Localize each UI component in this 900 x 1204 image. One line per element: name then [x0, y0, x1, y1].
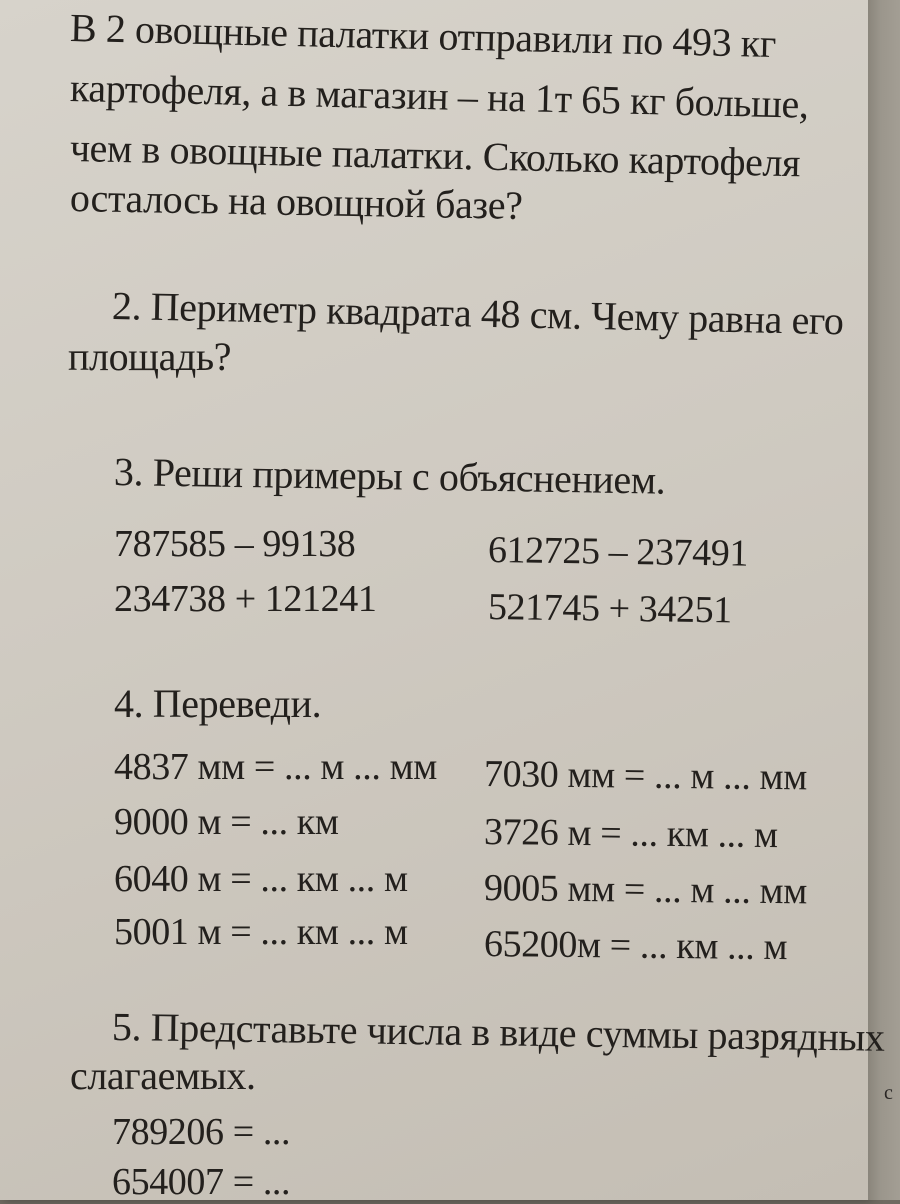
problem3-example-right-1: 612725 – 237491: [487, 529, 749, 575]
problem4-left-1: 4837 мм = ... м ... мм: [114, 746, 437, 788]
problem4-right-3: 9005 мм = ... м ... мм: [483, 867, 808, 913]
problem4-left-4: 5001 м = ... км ... м: [114, 911, 408, 953]
problem3-example-left-1: 787585 – 99138: [114, 523, 356, 565]
problem4-right-1: 7030 мм = ... м ... мм: [483, 753, 808, 799]
problem5-line-2: слагаемых.: [70, 1053, 256, 1098]
problem4-left-2: 9000 м = ... км: [114, 801, 339, 843]
problem1-line-2: картофеля, а в магазин – на 1т 65 кг больше,: [69, 65, 810, 127]
problem3-title: 3. Реши примеры с объяснением.: [113, 449, 666, 503]
problem3-example-left-2: 234738 + 121241: [114, 578, 377, 620]
problem4-left-3: 6040 м = ... км ... м: [114, 858, 408, 900]
problem1-line-3: чем в овощные палатки. Сколько картофеля: [69, 125, 801, 186]
problem1-line-1: В 2 овощные палатки отправили по 493 кг: [69, 5, 777, 67]
problem5-item-1: 789206 = ...: [112, 1111, 291, 1153]
problem3-example-right-2: 521745 + 34251: [487, 586, 733, 632]
next-page-letter: с: [884, 1082, 893, 1104]
problem4-right-4: 65200м = ... км ... м: [483, 923, 788, 969]
problem4-right-2: 3726 м = ... км ... м: [483, 811, 778, 857]
problem4-title: 4. Переведи.: [114, 681, 322, 726]
problem5-item-2: 654007 = ...: [112, 1161, 291, 1203]
problem1-line-4: осталось на овощной базе?: [69, 175, 523, 228]
problem5-line-1: 5. Представьте числа в виде суммы разрядных: [111, 1004, 885, 1060]
problem2-line-1: 2. Периметр квадрата 48 см. Чему равна его: [111, 283, 845, 344]
problem2-line-2: площадь?: [68, 334, 232, 379]
